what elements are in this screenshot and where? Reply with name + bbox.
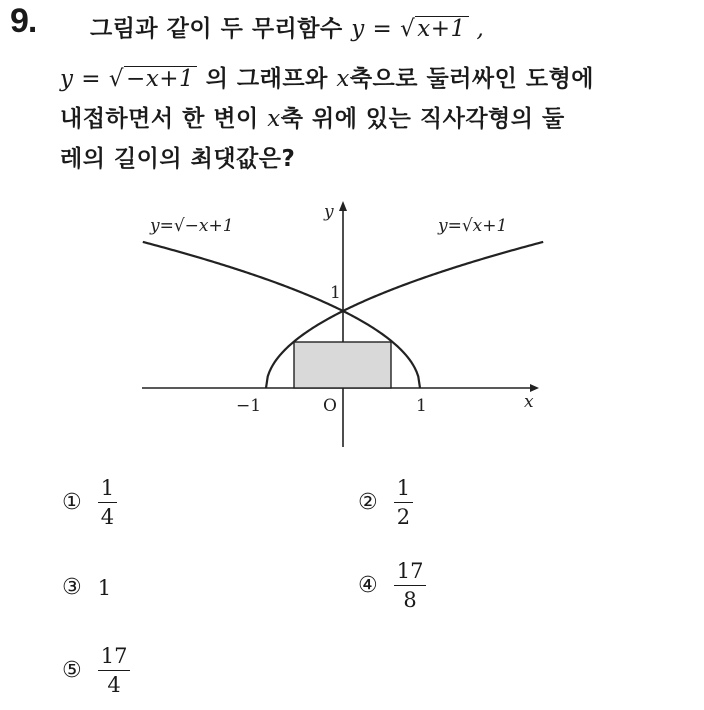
x-axis-label: x xyxy=(524,392,534,412)
choice-fraction xyxy=(394,560,427,611)
right-curve-label: y=√x+1 xyxy=(438,216,508,236)
numerator: 1 xyxy=(394,477,413,503)
tick-label-one: 1 xyxy=(416,396,427,416)
left-curve-label: y=√−x+1 xyxy=(150,216,234,236)
choice-fraction xyxy=(394,477,413,528)
choice-3[interactable] xyxy=(62,575,111,600)
question-text: 레의 길이의 최댓값은? xyxy=(60,146,296,172)
choice-1[interactable] xyxy=(62,477,117,528)
variable: x xyxy=(336,66,350,92)
question-line-3 xyxy=(60,100,565,133)
question-line-1 xyxy=(90,10,484,43)
x-axis-arrow-icon xyxy=(530,384,539,392)
sqrt-symbol: √ xyxy=(108,66,125,92)
denominator: 4 xyxy=(100,505,115,530)
choice-marker: ② xyxy=(358,490,378,516)
y-axis-arrow-icon xyxy=(339,201,347,211)
denominator: 4 xyxy=(107,673,121,698)
choice-fraction xyxy=(98,477,117,528)
function-graph xyxy=(130,195,560,455)
choice-2[interactable] xyxy=(358,477,413,528)
choice-marker: ④ xyxy=(358,573,378,599)
radicand: x+1 xyxy=(415,16,468,41)
choice-5[interactable] xyxy=(62,645,130,696)
punctuation: , xyxy=(468,16,485,42)
radicand: −x+1 xyxy=(124,66,197,91)
tick-label-neg-one: −1 xyxy=(236,396,262,416)
origin-label: O xyxy=(323,396,337,416)
numerator: 1 xyxy=(98,477,117,503)
choice-value: 1 xyxy=(97,575,112,600)
variable: x xyxy=(267,106,281,132)
question-text: 그림과 같이 두 무리함수 xyxy=(90,16,352,42)
question-line-2 xyxy=(60,60,594,93)
inscribed-rectangle xyxy=(294,342,391,388)
question-line-4 xyxy=(60,140,295,173)
choice-marker: ① xyxy=(62,490,82,516)
question-text: 축 위에 있는 직사각형의 둘 xyxy=(280,106,565,132)
y-tick-label-one: 1 xyxy=(330,283,341,303)
question-number: 9. xyxy=(10,2,37,40)
numerator: 17 xyxy=(98,645,131,671)
numerator: 17 xyxy=(394,560,427,586)
equation-lhs: y = xyxy=(60,66,109,92)
choice-fraction xyxy=(98,645,131,696)
question-text: 의 그래프와 xyxy=(197,66,337,92)
question-text: 내접하면서 한 변이 xyxy=(60,106,268,132)
question-text: 축으로 둘러싸인 도형에 xyxy=(349,66,595,92)
equation-lhs: y = xyxy=(351,16,401,42)
choice-marker: ⑤ xyxy=(62,658,82,684)
sqrt-symbol: √ xyxy=(400,16,416,42)
denominator: 2 xyxy=(396,505,411,530)
denominator: 8 xyxy=(403,588,417,613)
y-axis-label: y xyxy=(324,202,334,222)
choice-4[interactable] xyxy=(358,560,426,611)
choice-marker: ③ xyxy=(62,575,82,600)
